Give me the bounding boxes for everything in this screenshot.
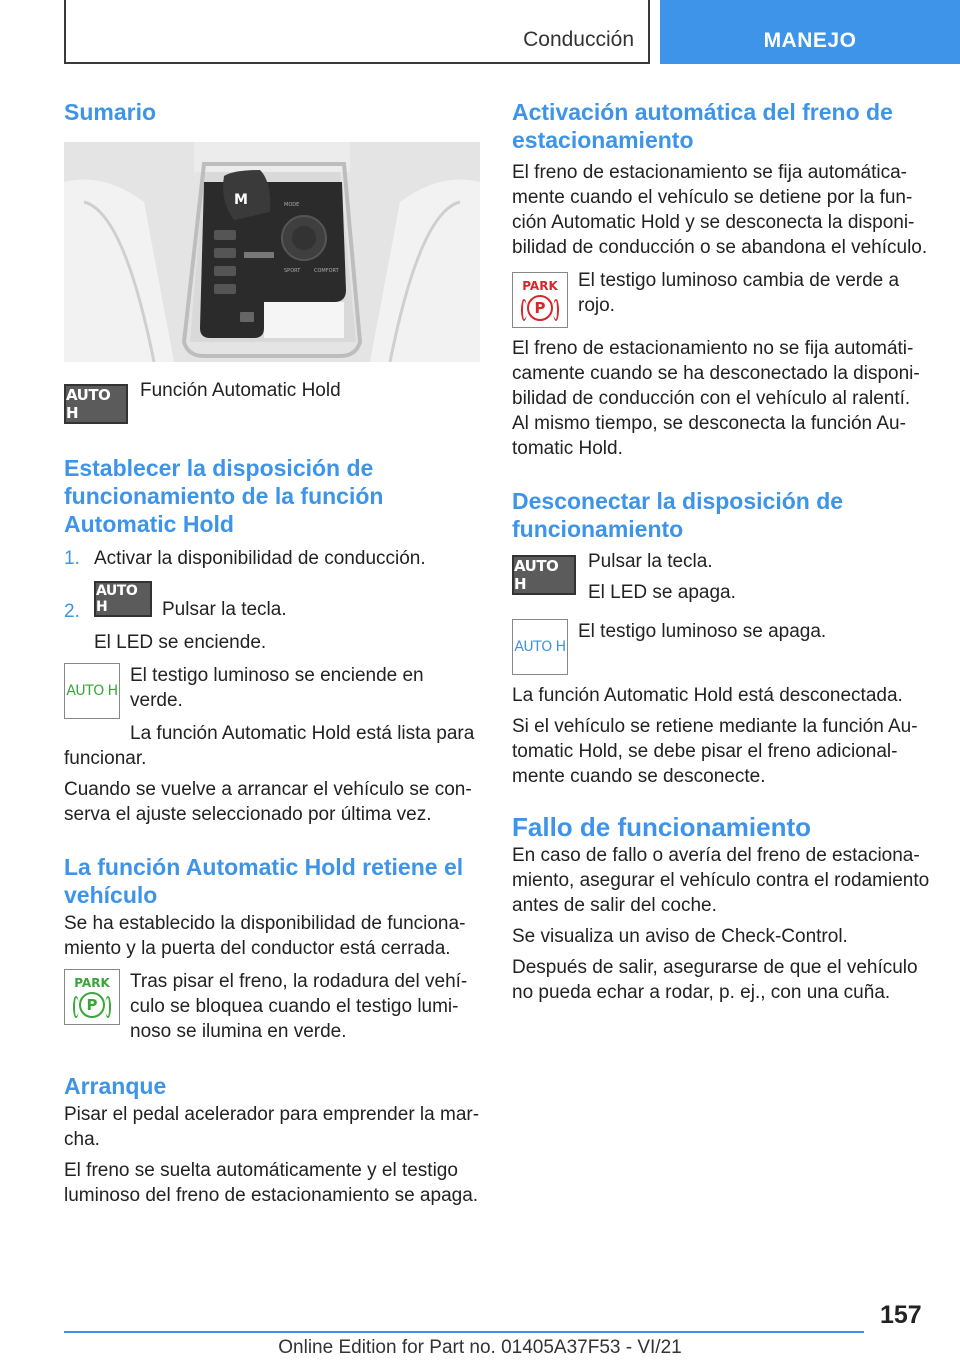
footer-rule [64,1331,864,1333]
gear-console-illustration [64,142,480,362]
press-key-text: Pulsar la tecla. [588,551,713,572]
park-green-lamp-icon: PARK P [64,969,120,1025]
led-off-text: El LED se apaga. [588,582,736,603]
ready-line-1: La función Automatic Hold está lista para [130,723,475,744]
lamp-off-row [512,619,932,675]
retained-line-3: mente cuando se desconecte. [512,766,766,787]
auto-line-4: bilidad de conducción o se abandona el vehículo. [512,237,928,258]
disconnected-text: La función Automatic Hold está desconectada. [512,685,903,706]
noauto-line-1: El freno de estacionamiento no se fija automáti- [512,338,914,359]
brake-line-2: culo se bloquea cuando el testigo lumi- [130,996,459,1017]
lamp-green-row [64,663,480,719]
noauto-line-5: tomatic Hold. [512,438,623,459]
header-section-box [64,0,650,64]
auto-h-off-lamp-icon: AUTO H [512,619,568,675]
photo-logo-text: M [234,192,248,208]
photo-label-comfort: COMFORT [314,268,339,274]
header-chapter-tab [660,0,960,64]
off-heading: Desconectar la disposición de funcionamiento [512,488,844,542]
footer-edition: Online Edition for Part no. 01405A37F53 - VI/21 [278,1337,682,1358]
restart-line-2: serva el ajuste seleccionado por última vez. [64,804,432,825]
red-line-2: rojo. [578,295,615,316]
start-heading: Arranque [64,1073,167,1099]
hold-heading: La función Automatic Hold retiene el vehículo [64,854,464,908]
auto-line-3: ción Automatic Hold y se desconecta la disponi- [512,212,915,233]
noauto-line-2: camente cuando se ha desconectado la disponi- [512,363,920,384]
auto-h-button-icon: AUTO H [64,384,128,424]
photo-caption: Función Automatic Hold [140,380,341,401]
hold-line-2: miento y la puerta del conductor está cerrada. [64,938,451,959]
brake-line-3: noso se ilumina en verde. [130,1021,347,1042]
fault-line-2: miento, asegurar el vehículo contra el rodamiento [512,870,930,891]
auto-brake-heading: Activación automática del freno de estacionamiento [512,99,893,153]
summary-heading: Sumario [64,99,157,125]
lamp-green-line-1: El testigo luminoso se enciende en [130,665,424,686]
hold-line-1: Se ha establecido la disponibilidad de funciona- [64,913,466,934]
auto-h-button-icon: AUTO H [512,555,576,595]
exit-line-1: Después de salir, asegurarse de que el vehículo [512,957,918,978]
park-green-row [64,969,480,1044]
noauto-line-4: Al mismo tiempo, se desconecta la función Au- [512,413,906,434]
red-line-1: El testigo luminoso cambia de verde a [578,270,900,291]
led-on-text: El LED se enciende. [94,632,267,653]
header-section-title: Conducción [523,28,634,51]
photo-label-sport: SPORT [284,268,301,274]
auto-line-1: El freno de estacionamiento se fija automática- [512,162,907,183]
start-line-2: cha. [64,1129,100,1150]
step-1 [64,546,480,571]
lamp-off-text: El testigo luminoso se apaga. [578,621,827,642]
step-1-number: 1. [64,548,80,569]
park-red-row [512,268,932,328]
park-red-lamp-icon: PARK P [512,272,568,328]
fault-line-1: En caso de fallo o avería del freno de estaciona- [512,845,920,866]
page-number: 157 [880,1301,922,1329]
photo-caption-row [64,380,480,424]
release-line-2: luminoso del freno de estacionamiento se apaga. [64,1185,479,1206]
auto-h-button-icon: AUTO H [94,581,152,617]
fault-line-3: antes de salir del coche. [512,895,717,916]
check-control-text: Se visualiza un aviso de Check-Control. [512,926,848,947]
release-line-1: El freno se suelta automáticamente y el testigo [64,1160,458,1181]
noauto-line-3: bilidad de conducción con el vehículo al ralentí. [512,388,911,409]
step-2-text: Pulsar la tecla. [162,599,287,620]
auto-line-2: mente cuando el vehículo se detiene por la fun- [512,187,913,208]
start-line-1: Pisar el pedal acelerador para emprender la mar- [64,1104,480,1125]
step-2 [64,581,480,624]
header-chapter-title: MANEJO [763,29,857,52]
right-column [512,98,932,1005]
photo-label-mode: MODE [284,202,300,208]
retained-line-1: Si el vehículo se retiene mediante la función Au- [512,716,918,737]
gear-console-photo [64,142,480,362]
step-1-text: Activar la disponibilidad de conducción. [94,548,426,569]
exit-line-2: no pueda echar a rodar, p. ej., con una cuña. [512,982,891,1003]
retained-line-2: tomatic Hold, se debe pisar el freno adicional- [512,741,898,762]
restart-line-1: Cuando se vuelve a arrancar el vehículo se con- [64,779,472,800]
brake-line-1: Tras pisar el freno, la rodadura del vehí- [130,971,468,992]
auto-h-green-lamp-icon: AUTO H [64,663,120,719]
lamp-green-line-2: verde. [130,690,183,711]
step-2-number: 2. [64,601,80,622]
left-column [64,98,480,1208]
press-key-row [512,549,932,605]
ready-line-2: funcionar. [64,748,147,769]
setup-heading: Establecer la disposición de funcionamiento de la función Automatic Hold [64,455,384,537]
fault-heading: Fallo de funcionamiento [512,812,812,842]
